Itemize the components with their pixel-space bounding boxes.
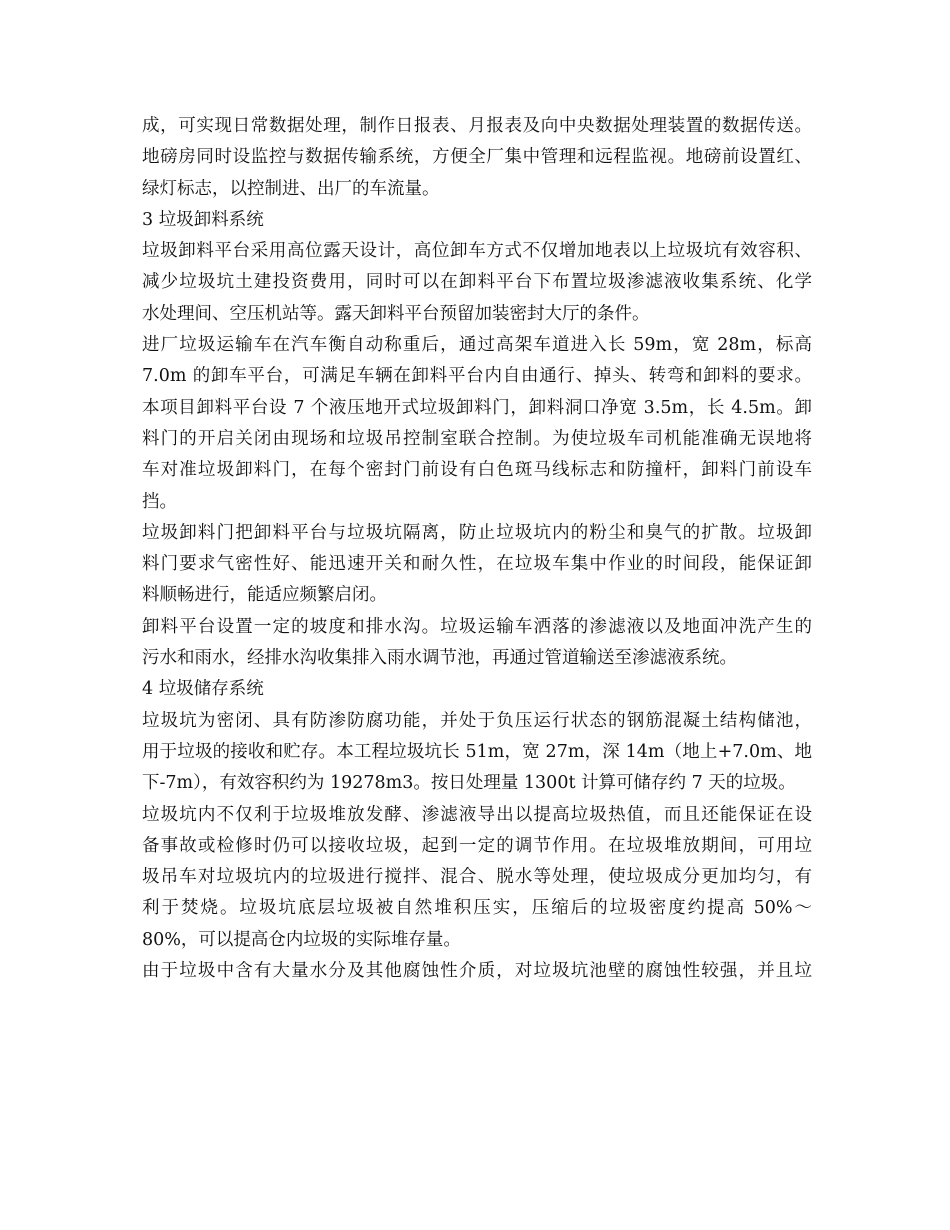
text-line: 用于垃圾的接收和贮存。本工程垃圾坑长 51m，宽 27m，深 14m（地上+7.0m、地 (142, 741, 812, 762)
text-line: 7.0m 的卸车平台，可满足车辆在卸料平台内自由通行、掉头、转弯和卸料的要求。 (142, 366, 812, 387)
text-line: 备事故或检修时仍可以接收垃圾，起到一定的调节作用。在垃圾堆放期间，可用垃 (142, 835, 812, 856)
text-line: 垃圾坑内不仅利于垃圾堆放发酵、渗滤液导出以提高垃圾热值，而且还能保证在设 (142, 804, 812, 825)
text-line: 减少垃圾坑土建投资费用，同时可以在卸料平台下布置垃圾渗滤液收集系统、化学 (142, 272, 812, 293)
text-line: 圾吊车对垃圾坑内的垃圾进行搅拌、混合、脱水等处理，使垃圾成分更加均匀，有 (142, 867, 812, 888)
text-line: 由于垃圾中含有大量水分及其他腐蚀性介质，对垃圾坑池壁的腐蚀性较强，并且垃 (142, 961, 812, 982)
text-line: 污水和雨水，经排水沟收集排入雨水调节池，再通过管道输送至渗滤液系统。 (142, 648, 737, 669)
text-line: 垃圾卸料门把卸料平台与垃圾坑隔离，防止垃圾坑内的粉尘和臭气的扩散。垃圾卸 (142, 522, 812, 543)
text-line: 下-7m），有效容积约为 19278m3。按日处理量 1300t 计算可储存约 7 天的垃圾。 (142, 773, 796, 794)
text-line: 地磅房同时设监控与数据传输系统，方便全厂集中管理和远程监视。地磅前设置红、 (142, 147, 812, 168)
text-line: 料门的开启关闭由现场和垃圾吊控制室联合控制。为使垃圾车司机能准确无误地将 (142, 428, 812, 449)
section-heading: 4 垃圾储存系统 (142, 679, 264, 700)
text-line: 80%，可以提高仓内垃圾的实际堆存量。 (142, 929, 461, 950)
text-line: 料顺畅进行，能适应频繁启闭。 (142, 585, 387, 606)
text-line: 料门要求气密性好、能迅速开关和耐久性，在垃圾车集中作业的时间段，能保证卸 (142, 554, 812, 575)
text-line: 绿灯标志，以控制进、出厂的车流量。 (142, 178, 440, 199)
text-line: 垃圾坑为密闭、具有防渗防腐功能，并处于负压运行状态的钢筋混凝土结构储池， (142, 710, 812, 731)
text-line: 进厂垃圾运输车在汽车衡自动称重后，通过高架车道进入长 59m，宽 28m，标高 (142, 335, 812, 356)
text-line: 成，可实现日常数据处理，制作日报表、月报表及向中央数据处理装置的数据传送。 (142, 116, 812, 136)
text-line: 垃圾卸料平台采用高位露天设计，高位卸车方式不仅增加地表以上垃圾坑有效容积、 (142, 241, 812, 262)
text-line: 卸料平台设置一定的坡度和排水沟。垃圾运输车洒落的渗滤液以及地面冲洗产生的 (142, 616, 812, 637)
text-line: 挡。 (142, 491, 177, 512)
text-line: 水处理间、空压机站等。露天卸料平台预留加装密封大厅的条件。 (142, 303, 650, 324)
section-heading: 3 垃圾卸料系统 (142, 209, 264, 230)
document-body (142, 111, 812, 987)
text-line: 车对准垃圾卸料门，在每个密封门前设有白色斑马线标志和防撞杆，卸料门前设车 (142, 460, 812, 481)
text-line: 本项目卸料平台设 7 个液压地开式垃圾卸料门，卸料洞口净宽 3.5m，长 4.5m。卸 (142, 397, 812, 418)
text-line: 利于焚烧。垃圾坑底层垃圾被自然堆积压实，压缩后的垃圾密度约提高 50%～ (142, 898, 812, 919)
